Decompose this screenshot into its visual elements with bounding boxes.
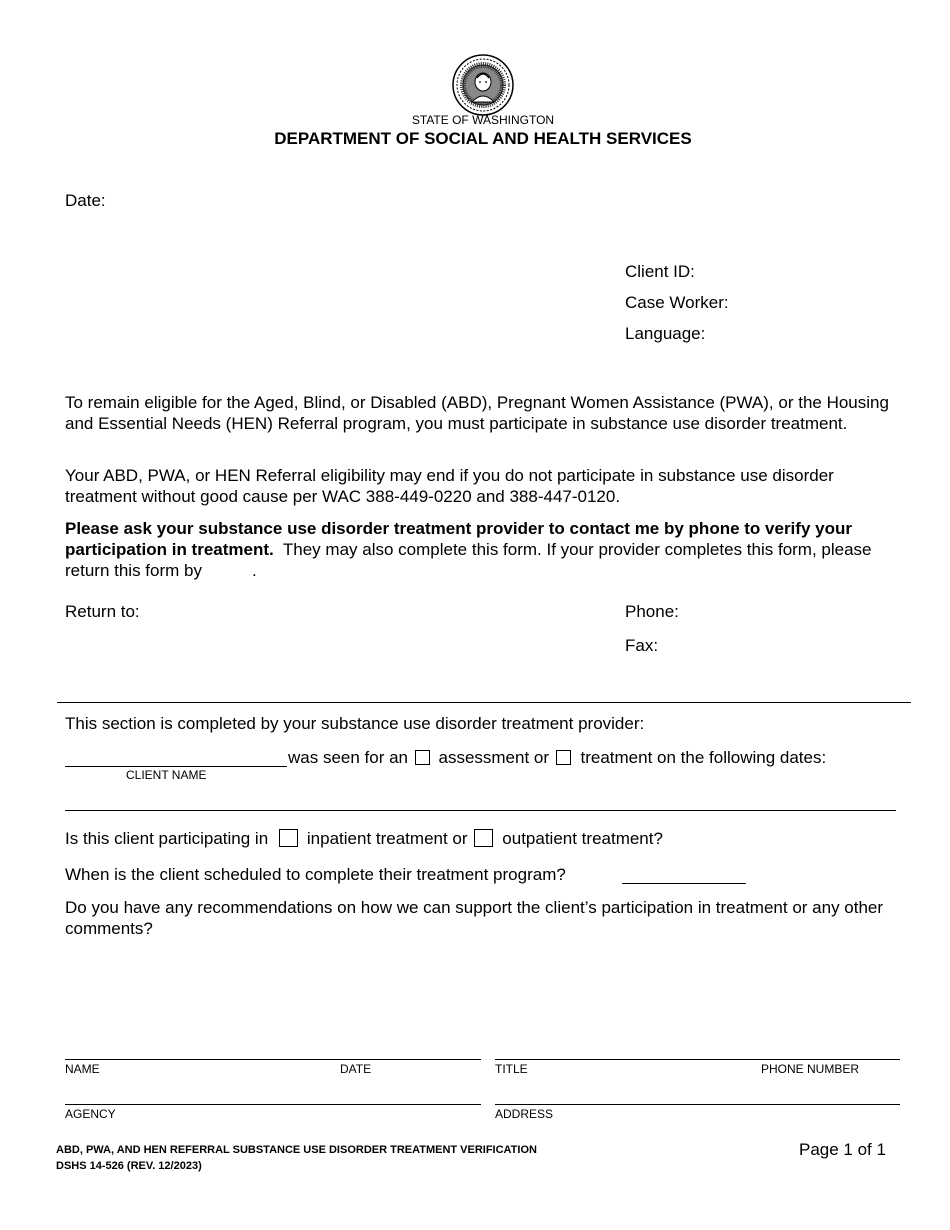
page-number: Page 1 of 1 [799,1140,886,1159]
recommendation-question: Do you have any recommendations on how we can support the client’s participation in treatment or any other comments? [65,898,884,938]
date-sig-label: DATE [340,1062,372,1076]
eligibility-end-paragraph: Your ABD, PWA, or HEN Referral eligibility may end if you do not participate in substance use disorder treatment without good cause per WAC 388-449-0220 and 388-447-0120. [65,466,834,506]
phone-label: Phone: [625,602,679,621]
inpatient-checkbox[interactable] [279,829,298,847]
assessment-checkbox[interactable] [415,750,430,765]
client-name-label: CLIENT NAME [126,768,207,782]
name-date-line[interactable] [65,1059,481,1060]
client-id-label: Client ID: [625,262,695,281]
section-divider [57,702,911,703]
agency-line[interactable] [65,1104,481,1105]
provider-request-paragraph [65,518,905,581]
eligibility-paragraph: To remain eligible for the Aged, Blind, or Disabled (ABD), Pregnant Women Assistance (PWA), or the Housing and Essential Needs (HEN) Referral program, you must participate in substance use disorder treatment. [65,393,889,433]
treatment-dates-line[interactable] [65,810,896,811]
treatment-text: treatment on the following dates: [580,748,827,767]
state-seal [452,54,514,116]
assessment-text: assessment or [438,748,550,767]
department-title: DEPARTMENT OF SOCIAL AND HEALTH SERVICES [274,129,692,148]
schedule-question: When is the client scheduled to complete their treatment program? [65,865,566,884]
address-label: ADDRESS [495,1107,554,1121]
agency-label: AGENCY [65,1107,116,1121]
completion-date-line[interactable] [622,883,746,884]
state-name: STATE OF WASHINGTON [411,113,555,127]
participating-question: Is this client participating in [65,829,269,848]
date-label: Date: [65,191,106,210]
address-line[interactable] [495,1104,900,1105]
provider-request-text: They may also complete this form. If your provider completes this form, please return this form by [65,540,872,580]
title-label: TITLE [495,1062,528,1076]
name-label: NAME [65,1062,100,1076]
phone-number-label: PHONE NUMBER [761,1062,860,1076]
client-name-line[interactable] [65,766,287,767]
provider-request-bold: Please ask your substance use disorder treatment provider to contact me by phone to verify your participation in treatment. [65,519,852,559]
outpatient-checkbox[interactable] [474,829,493,847]
return-to-label: Return to: [65,602,140,621]
fax-label: Fax: [625,636,659,655]
language-label: Language: [625,324,706,343]
treatment-checkbox[interactable] [556,750,571,765]
form-title: ABD, PWA, AND HEN REFERRAL SUBSTANCE USE DISORDER TREATMENT VERIFICATION [56,1144,537,1156]
outpatient-text: outpatient treatment? [502,829,663,848]
provider-request-end: . [252,561,257,580]
seal-icon [452,54,514,116]
form-number: DSHS 14-526 (REV. 12/2023) [56,1160,202,1172]
title-phone-line[interactable] [495,1059,900,1060]
inpatient-text: inpatient treatment or [306,829,468,848]
case-worker-label: Case Worker: [625,293,729,312]
participating-row [65,828,663,849]
provider-intro: This section is completed by your substance use disorder treatment provider: [65,714,645,733]
was-seen-row [288,747,826,768]
was-seen-text: was seen for an [288,748,409,767]
